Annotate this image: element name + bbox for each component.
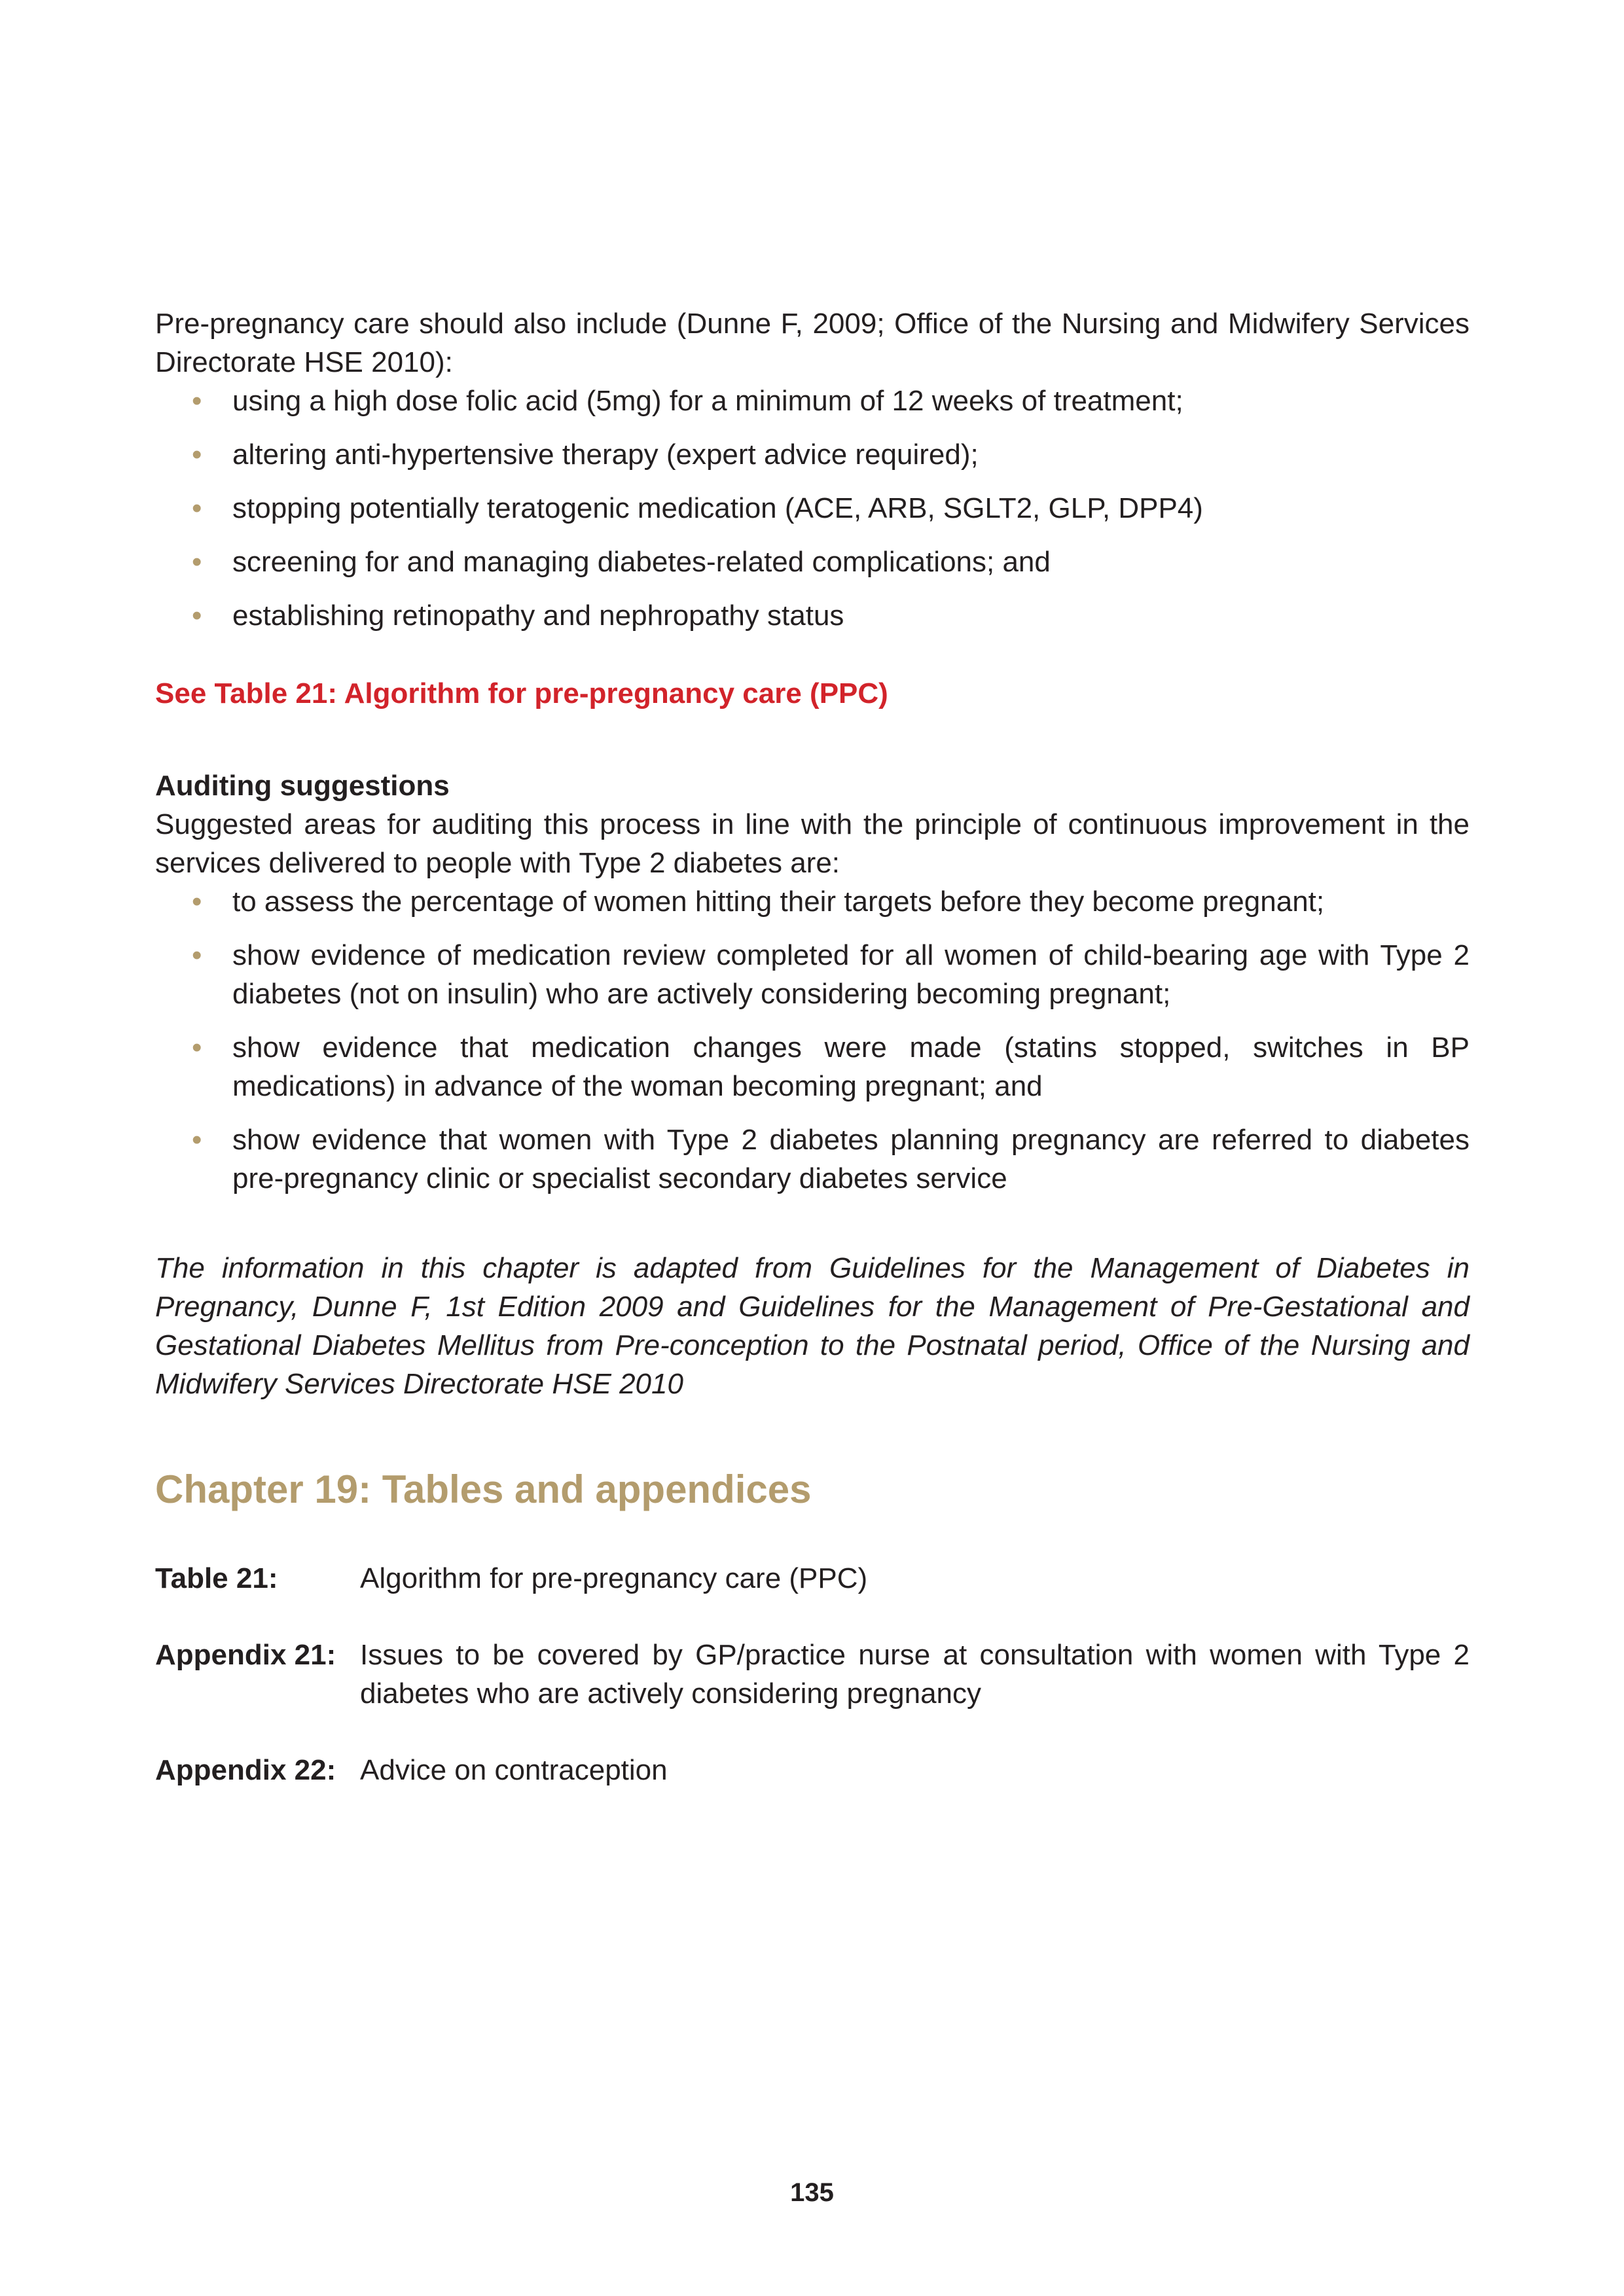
list-item (155, 596, 1470, 635)
bullet-icon: • (192, 439, 202, 471)
bullet-icon: • (192, 385, 202, 417)
list-item (155, 936, 1470, 1013)
auditing-list (155, 882, 1470, 1198)
auditing-heading: Auditing suggestions (155, 770, 450, 802)
row-spacer (155, 1713, 1470, 1751)
list-item-text: altering anti-hypertensive therapy (expert advice required); (232, 439, 979, 471)
bullet-icon: • (192, 886, 202, 918)
pre-pregnancy-care-list (155, 382, 1470, 635)
list-item (155, 435, 1470, 474)
list-item-text: show evidence that women with Type 2 diabetes planning pregnancy are referred to diabetes pre-pregnancy clinic or specialist secondary diabetes service (232, 1124, 1470, 1194)
page-content (155, 304, 1470, 1789)
source-note: The information in this chapter is adapted from Guidelines for the Management of Diabetes in Pregnancy, Dunne F, 1st Edition 2009 and Guidelines for the Management of Pre-Gestational and Gestational Diabetes Mellitus from Pre-conception to the Postnatal period, Office of the Nursing and Midwifery Services Directorate HSE 2010 (155, 1252, 1470, 1400)
list-item (155, 882, 1470, 921)
intro-paragraph: Pre-pregnancy care should also include (Dunne F, 2009; Office of the Nursing and Midwifery Services Directorate HSE 2010): (155, 308, 1470, 378)
list-item (155, 1028, 1470, 1105)
contents-label: Appendix 22: (155, 1754, 336, 1786)
list-item-text: show evidence that medication changes were made (statins stopped, switches in BP medications) in advance of the woman becoming pregnant; and (232, 1031, 1470, 1102)
chapter-contents-table (155, 1559, 1470, 1789)
list-item-text: show evidence of medication review completed for all women of child-bearing age with Type 2 diabetes (not on insulin) who are actively considering becoming pregnant; (232, 939, 1470, 1010)
list-item-text: using a high dose folic acid (5mg) for a minimum of 12 weeks of treatment; (232, 385, 1183, 417)
contents-description: Issues to be covered by GP/practice nurse at consultation with women with Type 2 diabetes who are actively considering pregnancy (360, 1639, 1470, 1710)
table-row[interactable] (155, 1559, 1470, 1598)
list-item-text: stopping potentially teratogenic medication (ACE, ARB, SGLT2, GLP, DPP4) (232, 492, 1203, 524)
list-item (155, 543, 1470, 581)
bullet-icon: • (192, 546, 202, 578)
list-item (155, 489, 1470, 528)
row-spacer (155, 1598, 1470, 1636)
list-item (155, 1121, 1470, 1198)
list-item (155, 382, 1470, 420)
bullet-icon: • (192, 1031, 202, 1064)
list-item-text: establishing retinopathy and nephropathy status (232, 600, 844, 632)
contents-label: Table 21: (155, 1562, 278, 1594)
auditing-paragraph: Suggested areas for auditing this process in line with the principle of continuous improvement in the services delivered to people with Type 2 diabetes are: (155, 808, 1470, 879)
table-21-reference-link[interactable]: See Table 21: Algorithm for pre-pregnancy care (PPC) (155, 677, 888, 709)
list-item-text: to assess the percentage of women hitting their targets before they become pregnant; (232, 886, 1325, 918)
chapter-title: Chapter 19: Tables and appendices (155, 1467, 812, 1511)
bullet-icon: • (192, 1124, 202, 1156)
page-number: 135 (790, 2178, 834, 2207)
table-row[interactable] (155, 1636, 1470, 1713)
list-item-text: screening for and managing diabetes-related complications; and (232, 546, 1051, 578)
table-row[interactable] (155, 1751, 1470, 1789)
contents-description: Advice on contraception (360, 1754, 668, 1786)
bullet-icon: • (192, 600, 202, 632)
contents-description: Algorithm for pre-pregnancy care (PPC) (360, 1562, 868, 1594)
bullet-icon: • (192, 492, 202, 524)
contents-label: Appendix 21: (155, 1639, 336, 1671)
bullet-icon: • (192, 939, 202, 971)
